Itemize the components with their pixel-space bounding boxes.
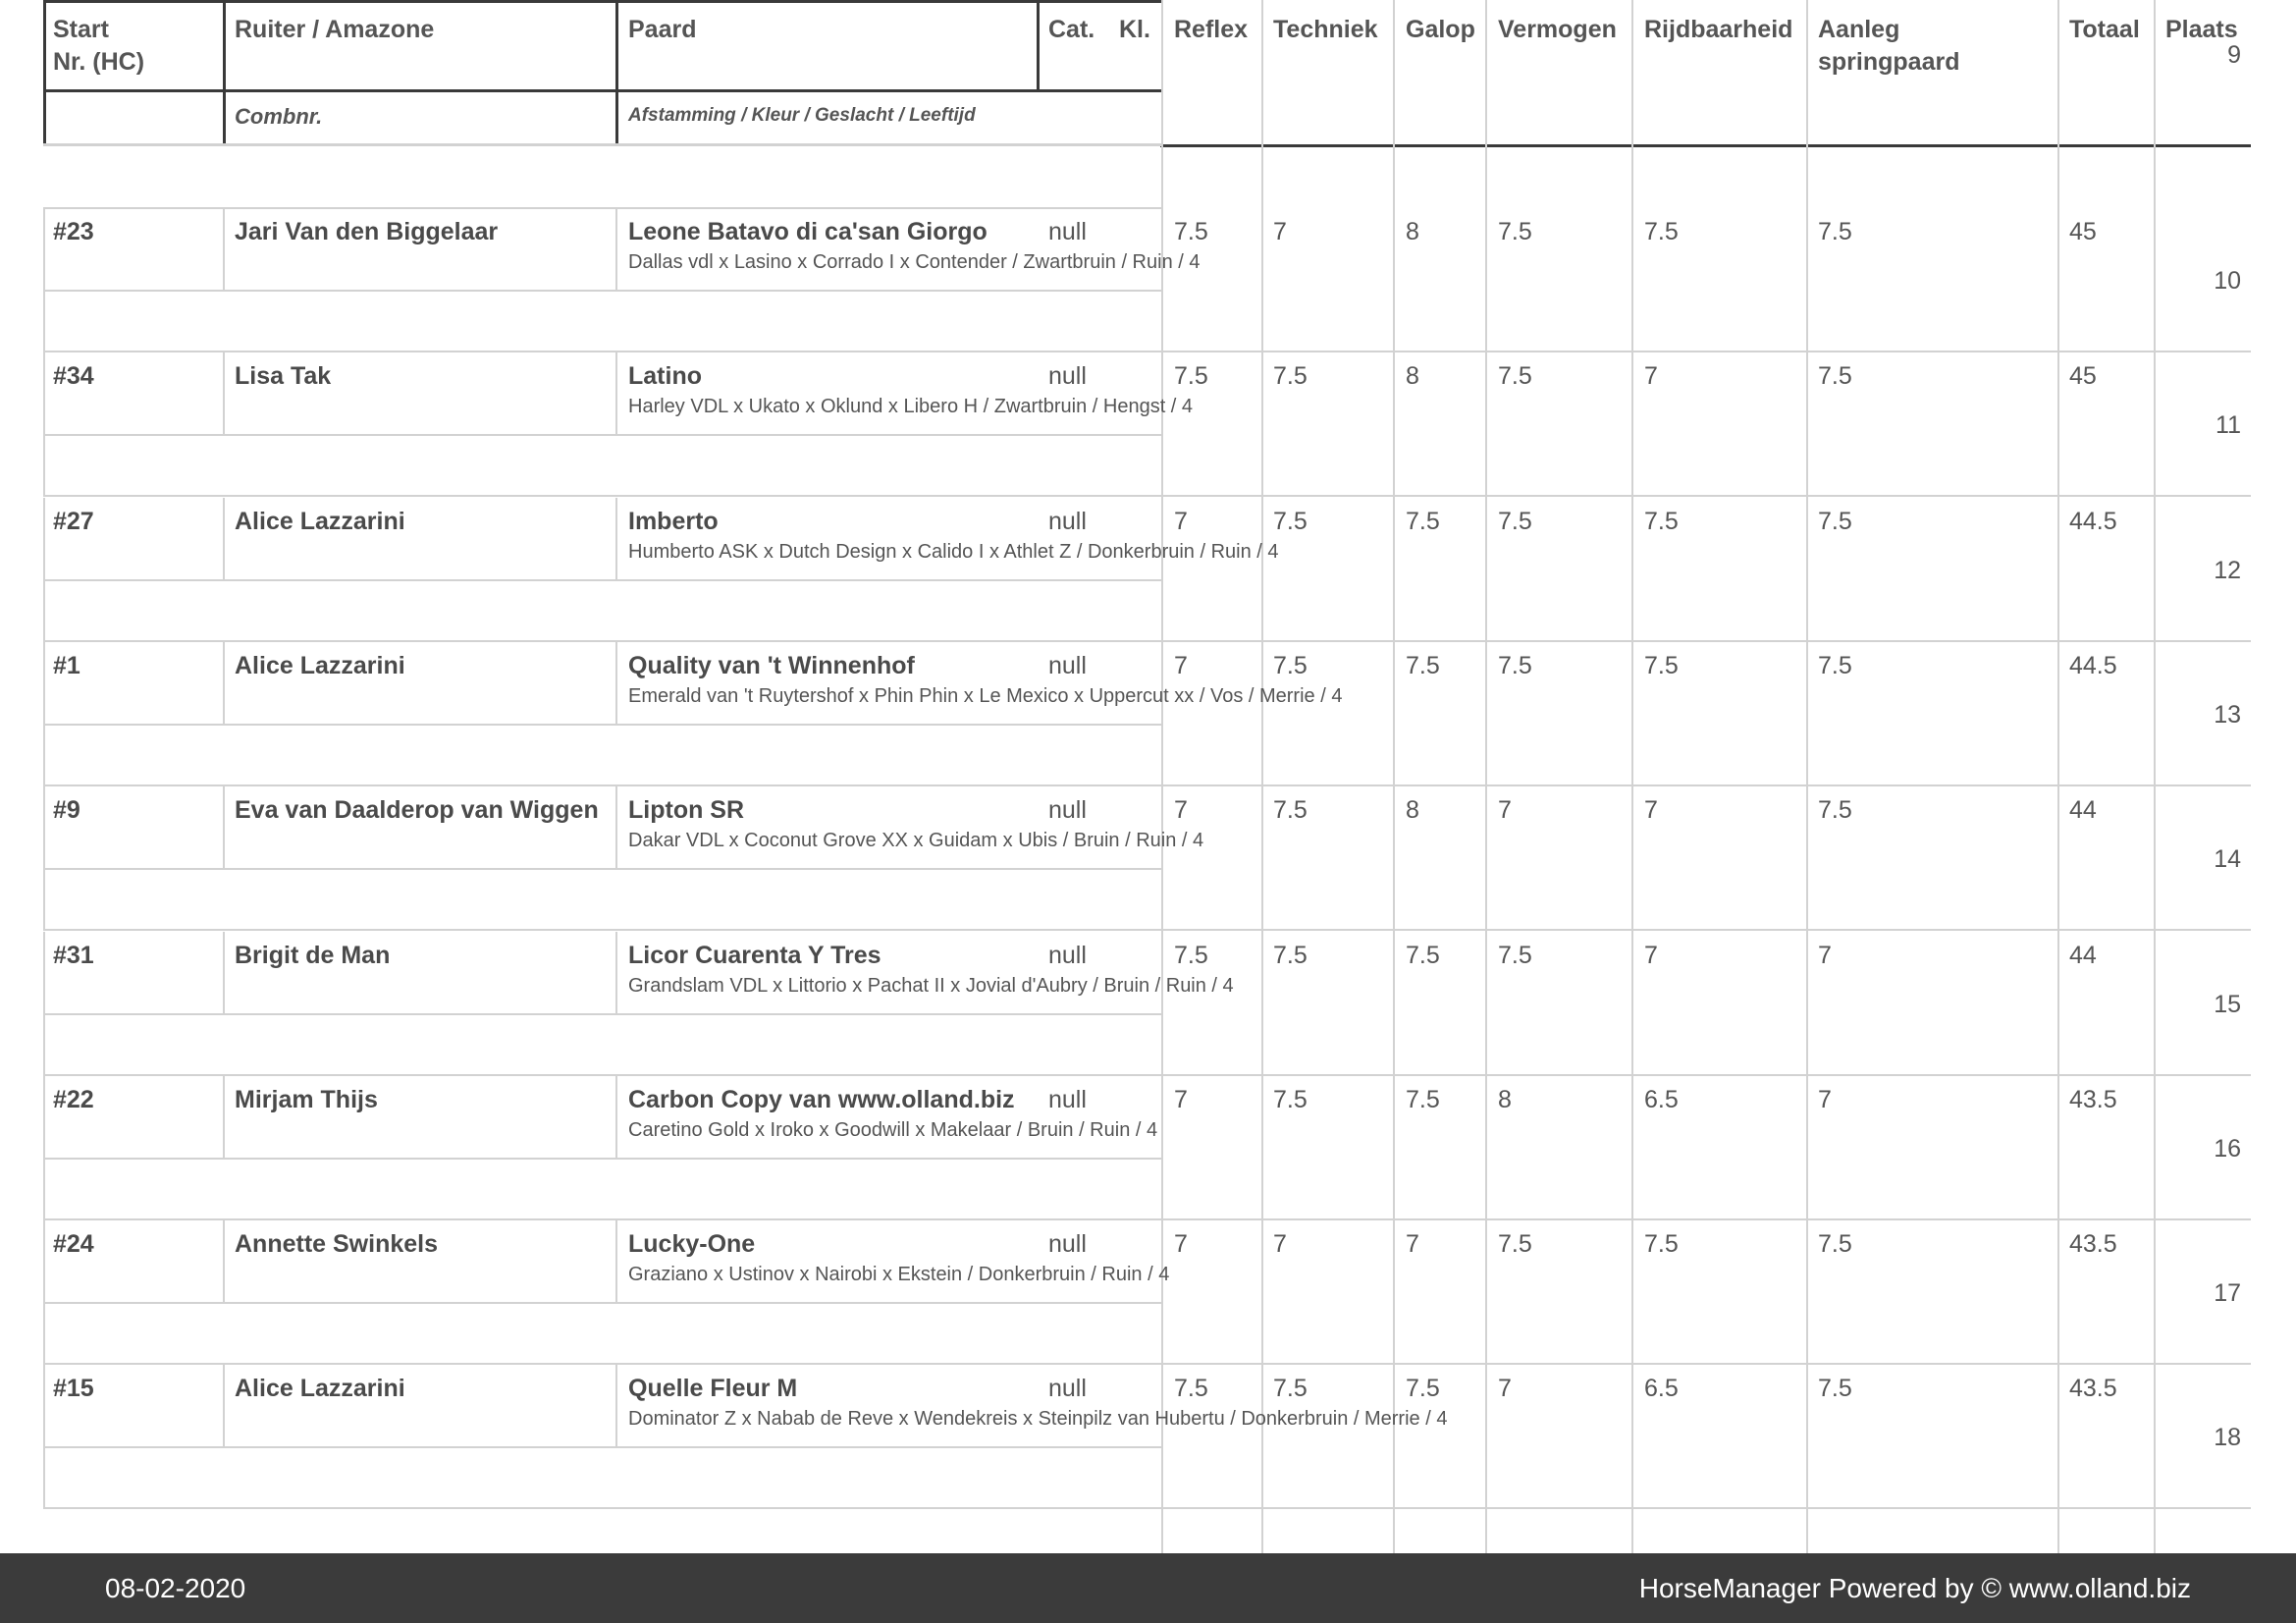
row-line [43, 786, 45, 931]
row-line [223, 1220, 225, 1302]
start-number: #34 [53, 362, 94, 390]
score-cell: 7.5 [1644, 1230, 1679, 1258]
row-line [43, 579, 1161, 581]
pedigree-text: Emerald van 't Ruytershof x Phin Phin x Le Mexico x Uppercut xx / Vos / Merrie / 4 [628, 685, 1343, 707]
row-line [43, 1158, 1161, 1160]
score-cell: 7.5 [1644, 652, 1679, 679]
row-line [43, 932, 45, 1076]
score-cell: 7.5 [1273, 942, 1308, 969]
row-line [615, 1365, 617, 1446]
start-number: #24 [53, 1230, 94, 1258]
score-cell: 7 [1273, 218, 1287, 245]
row-line [43, 868, 1161, 870]
score-cell: 7 [1174, 1086, 1188, 1113]
col-header-aanleg-line2: springpaard [1818, 48, 1960, 76]
row-line [615, 352, 617, 434]
score-cell: 7.5 [1273, 796, 1308, 824]
rider-name: Annette Swinkels [235, 1230, 438, 1258]
row-line [43, 290, 1161, 292]
start-number: #23 [53, 218, 94, 245]
total-score: 43.5 [2069, 1375, 2117, 1402]
score-cell: 7 [1406, 1230, 1419, 1258]
column-line [1393, 0, 1395, 1553]
row-line [223, 498, 225, 579]
score-cell: 7.5 [1644, 508, 1679, 535]
score-cell: 7.5 [1273, 1086, 1308, 1113]
score-cell: 7 [1174, 1230, 1188, 1258]
horse-name: Leone Batavo di ca'san Giorgo [628, 218, 988, 245]
row-line [1161, 784, 2251, 786]
row-line [1161, 351, 2251, 352]
row-line [43, 724, 1161, 726]
place-number: 18 [2214, 1424, 2241, 1451]
row-line [43, 640, 1161, 642]
score-cell: 7.5 [1818, 1375, 1852, 1402]
start-number: #9 [53, 796, 80, 824]
total-score: 44 [2069, 942, 2097, 969]
row-line [1161, 929, 2251, 931]
row-line [43, 351, 1161, 352]
horse-name: Quality van 't Winnenhof [628, 652, 915, 679]
score-cell: 7.5 [1498, 508, 1532, 535]
row-line [223, 208, 225, 290]
place-number: 13 [2214, 701, 2241, 729]
score-cell: 7.5 [1174, 942, 1208, 969]
column-line [1261, 0, 1263, 1553]
place-number: 17 [2214, 1279, 2241, 1307]
rider-name: Eva van Daalderop van Wiggen [235, 796, 599, 824]
score-cell: 7 [1644, 942, 1658, 969]
pedigree-text: Caretino Gold x Iroko x Goodwill x Makelaar / Bruin / Ruin / 4 [628, 1119, 1158, 1141]
rider-name: Jari Van den Biggelaar [235, 218, 499, 245]
rider-name: Alice Lazzarini [235, 508, 405, 535]
col-header-pedigree: Afstamming / Kleur / Geslacht / Leeftijd [628, 105, 976, 126]
col-header-start-line2: Nr. (HC) [53, 48, 145, 76]
row-line [43, 929, 1161, 931]
score-cell: 7 [1644, 796, 1658, 824]
row-line [1161, 1074, 2251, 1076]
score-cell: 7.5 [1818, 796, 1852, 824]
horse-name: Lucky-One [628, 1230, 756, 1258]
score-cell: 6.5 [1644, 1086, 1679, 1113]
row-line [43, 1074, 1161, 1076]
col-header-aanleg-line1: Aanleg [1818, 16, 1900, 43]
row-line [1161, 1507, 2251, 1509]
place-number: 9 [2227, 41, 2241, 69]
row-line [615, 1220, 617, 1302]
rider-name: Alice Lazzarini [235, 652, 405, 679]
score-cell: 7 [1498, 796, 1512, 824]
column-line [1161, 0, 1163, 1553]
category-value: null [1048, 218, 1087, 245]
col-header-start-line1: Start [53, 16, 109, 43]
score-cell: 7.5 [1498, 652, 1532, 679]
score-cell: 7.5 [1644, 218, 1679, 245]
col-header-rijdbaarheid: Rijdbaarheid [1644, 16, 1793, 43]
row-line [223, 786, 225, 868]
row-line [43, 1013, 1161, 1015]
horse-name: Lipton SR [628, 796, 745, 824]
score-cell: 7.5 [1406, 942, 1440, 969]
place-number: 15 [2214, 991, 2241, 1018]
category-value: null [1048, 362, 1087, 390]
score-cell: 7.5 [1818, 508, 1852, 535]
place-number: 11 [2216, 411, 2241, 439]
column-line [1806, 0, 1808, 1553]
pedigree-text: Graziano x Ustinov x Nairobi x Ekstein / Donkerbruin / Ruin / 4 [628, 1264, 1170, 1285]
col-header-start-nr [53, 14, 144, 79]
row-line [615, 642, 617, 724]
row-line [223, 1076, 225, 1158]
rider-name: Alice Lazzarini [235, 1375, 405, 1402]
col-header-plaats: Plaats [2165, 16, 2238, 43]
score-cell: 7.5 [1174, 1375, 1208, 1402]
score-cell: 7.5 [1273, 508, 1308, 535]
row-line [43, 1218, 1161, 1220]
col-header-totaal: Totaal [2069, 16, 2140, 43]
row-line [223, 642, 225, 724]
column-line [1631, 0, 1633, 1553]
horse-name: Carbon Copy van www.olland.biz [628, 1086, 1015, 1113]
category-value: null [1048, 652, 1087, 679]
rider-name: Brigit de Man [235, 942, 391, 969]
place-number: 14 [2214, 845, 2241, 873]
col-header-galop: Galop [1406, 16, 1475, 43]
header-top-rule [43, 0, 1162, 3]
row-line [1161, 495, 2251, 497]
pedigree-text: Dallas vdl x Lasino x Corrado I x Contender / Zwartbruin / Ruin / 4 [628, 251, 1201, 273]
score-cell: 8 [1406, 362, 1419, 390]
score-cell: 7 [1174, 652, 1188, 679]
horse-name: Quelle Fleur M [628, 1375, 798, 1402]
score-cell: 7.5 [1498, 1230, 1532, 1258]
pedigree-text: Harley VDL x Ukato x Oklund x Libero H / Zwartbruin / Hengst / 4 [628, 396, 1194, 417]
header-bottom-rule [1160, 144, 2251, 147]
start-number: #27 [53, 508, 94, 535]
total-score: 44.5 [2069, 652, 2117, 679]
col-header-horse: Paard [628, 16, 697, 43]
score-cell: 7.5 [1498, 362, 1532, 390]
row-line [1161, 1218, 2251, 1220]
row-line [615, 208, 617, 290]
score-cell: 8 [1406, 218, 1419, 245]
category-value: null [1048, 1375, 1087, 1402]
row-line [43, 434, 1161, 436]
category-value: null [1048, 508, 1087, 535]
row-line [43, 1302, 1161, 1304]
row-line [1161, 640, 2251, 642]
header-rule [223, 0, 226, 145]
score-cell: 7.5 [1273, 652, 1308, 679]
start-number: #15 [53, 1375, 94, 1402]
col-header-rider: Ruiter / Amazone [235, 16, 435, 43]
col-header-vermogen: Vermogen [1498, 16, 1617, 43]
start-number: #22 [53, 1086, 94, 1113]
start-number: #1 [53, 652, 80, 679]
rider-name: Mirjam Thijs [235, 1086, 378, 1113]
row-line [43, 207, 1162, 209]
score-cell: 7.5 [1174, 362, 1208, 390]
category-value: null [1048, 942, 1087, 969]
footer-date: 08-02-2020 [105, 1573, 246, 1603]
category-value: null [1048, 1230, 1087, 1258]
score-cell: 7.5 [1818, 652, 1852, 679]
score-cell: 7.5 [1406, 1086, 1440, 1113]
row-line [43, 352, 45, 497]
score-cell: 7 [1174, 508, 1188, 535]
score-cell: 7.5 [1406, 1375, 1440, 1402]
row-line [43, 208, 45, 352]
footer-bar [0, 1553, 2296, 1623]
row-line [43, 498, 45, 642]
score-cell: 7.5 [1498, 942, 1532, 969]
row-line [43, 1220, 45, 1365]
col-header-aanleg [1818, 14, 1959, 79]
header-rule [1037, 0, 1040, 91]
score-cell: 7 [1273, 1230, 1287, 1258]
score-cell: 7 [1818, 1086, 1832, 1113]
score-cell: 8 [1498, 1086, 1512, 1113]
score-cell: 7.5 [1273, 362, 1308, 390]
row-line [43, 1363, 1161, 1365]
start-number: #31 [53, 942, 94, 969]
score-cell: 7.5 [1818, 362, 1852, 390]
score-cell: 7 [1174, 796, 1188, 824]
rider-name: Lisa Tak [235, 362, 332, 390]
row-line [43, 495, 1161, 497]
score-cell: 7.5 [1818, 1230, 1852, 1258]
score-cell: 7 [1644, 362, 1658, 390]
horse-name: Latino [628, 362, 702, 390]
total-score: 43.5 [2069, 1086, 2117, 1113]
place-number: 10 [2214, 267, 2241, 295]
column-line [2154, 0, 2156, 1553]
row-line [1161, 1363, 2251, 1365]
score-cell: 7.5 [1498, 218, 1532, 245]
header-rule [615, 0, 618, 145]
total-score: 43.5 [2069, 1230, 2117, 1258]
row-line [615, 786, 617, 868]
row-line [43, 642, 45, 786]
row-line [223, 1365, 225, 1446]
total-score: 44 [2069, 796, 2097, 824]
row-line [615, 932, 617, 1013]
col-header-combnr: Combnr. [235, 104, 323, 129]
row-line [223, 352, 225, 434]
header-left-rule [43, 0, 46, 145]
score-cell: 7 [1498, 1375, 1512, 1402]
total-score: 44.5 [2069, 508, 2117, 535]
score-cell: 7 [1818, 942, 1832, 969]
pedigree-text: Grandslam VDL x Littorio x Pachat II x Jovial d'Aubry / Bruin / Ruin / 4 [628, 975, 1234, 997]
place-number: 12 [2214, 557, 2241, 584]
header-mid-rule [43, 89, 1162, 92]
score-cell: 7.5 [1406, 508, 1440, 535]
total-score: 45 [2069, 362, 2097, 390]
score-cell: 7.5 [1818, 218, 1852, 245]
col-header-reflex: Reflex [1174, 16, 1249, 43]
score-cell: 6.5 [1644, 1375, 1679, 1402]
row-line [43, 1076, 45, 1220]
score-cell: 8 [1406, 796, 1419, 824]
place-number: 16 [2214, 1135, 2241, 1163]
score-cell: 7.5 [1273, 1375, 1308, 1402]
row-line [43, 1365, 45, 1509]
row-line [223, 932, 225, 1013]
pedigree-text: Dominator Z x Nabab de Reve x Wendekreis x Steinpilz van Hubertu / Donkerbruin / Merrie / 4 [628, 1408, 1448, 1430]
column-line [1485, 0, 1487, 1553]
score-cell: 7.5 [1406, 652, 1440, 679]
pedigree-text: Humberto ASK x Dutch Design x Calido I x Athlet Z / Donkerbruin / Ruin / 4 [628, 541, 1279, 563]
col-header-kl: Kl. [1119, 16, 1150, 43]
row-line [43, 1507, 1161, 1509]
category-value: null [1048, 1086, 1087, 1113]
pedigree-text: Dakar VDL x Coconut Grove XX x Guidam x Ubis / Bruin / Ruin / 4 [628, 830, 1204, 851]
header-bottom-rule-left [43, 143, 1162, 146]
row-line [615, 498, 617, 579]
total-score: 45 [2069, 218, 2097, 245]
row-line [43, 1446, 1161, 1448]
row-line [615, 1076, 617, 1158]
horse-name: Licor Cuarenta Y Tres [628, 942, 881, 969]
score-cell: 7.5 [1174, 218, 1208, 245]
col-header-techniek: Techniek [1273, 16, 1378, 43]
footer-credit: HorseManager Powered by © www.olland.biz [1638, 1573, 2191, 1603]
column-line [2057, 0, 2059, 1553]
col-header-cat: Cat. [1048, 16, 1095, 43]
row-line [43, 784, 1161, 786]
horse-name: Imberto [628, 508, 719, 535]
category-value: null [1048, 796, 1087, 824]
